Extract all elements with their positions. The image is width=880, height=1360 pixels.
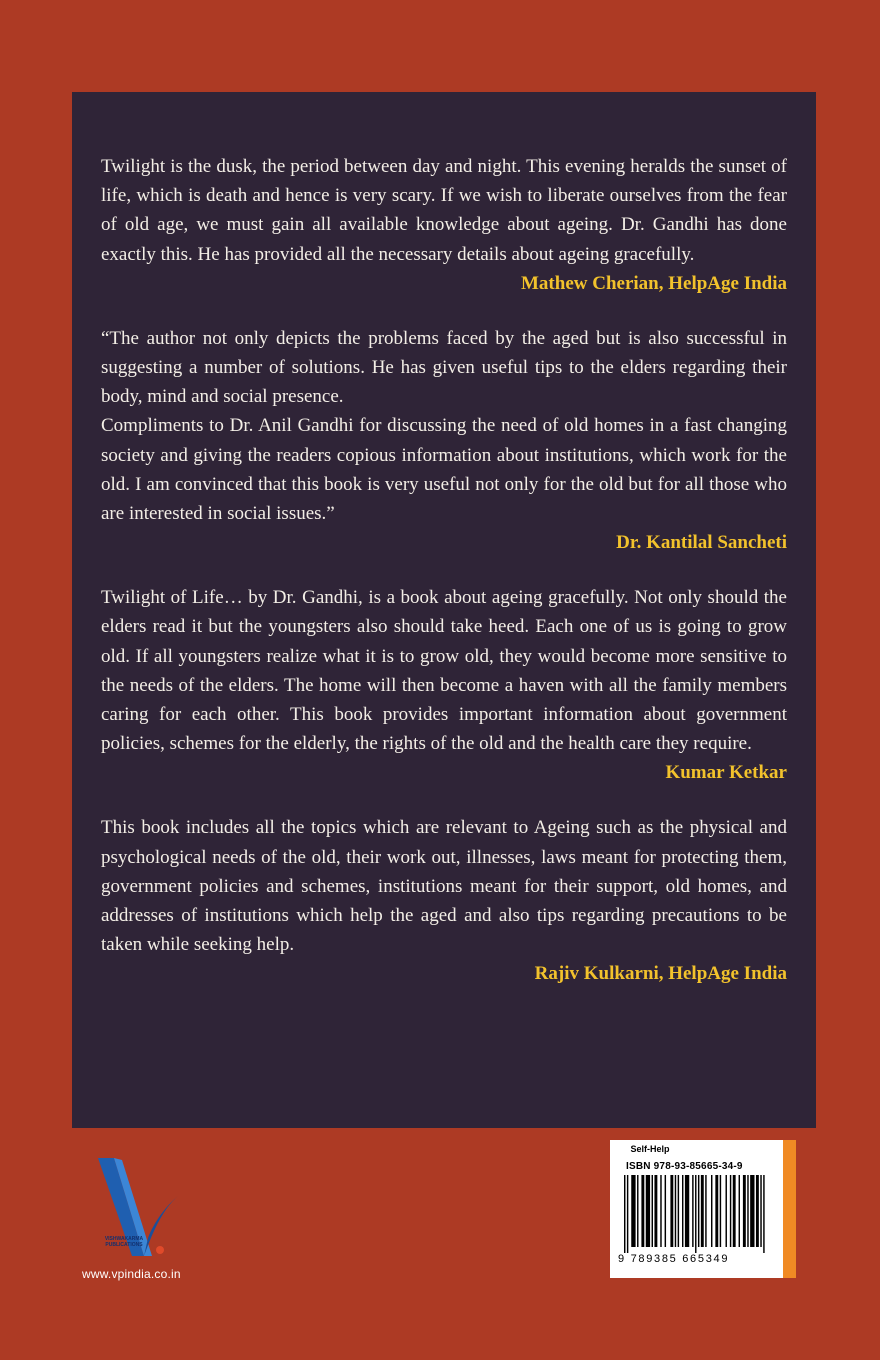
barcode-bar: [678, 1175, 679, 1247]
quote-4: [101, 813, 787, 959]
barcode-bar: [760, 1175, 761, 1247]
quote-2-text-2: Compliments to Dr. Anil Gandhi for discussing the need of old homes in a fast changing society and giving the readers copious information about institutions, which work for the old. I am convinced that this book is very useful not only for the old but for all those who are interested in social issues.”: [101, 415, 787, 525]
book-category: Self-Help: [630, 1144, 670, 1154]
quote-1-attribution: Mathew Cherian, HelpAge India: [521, 272, 787, 294]
barcode-bar: [641, 1175, 644, 1247]
barcode-digits: 9 789385 665349: [618, 1253, 730, 1265]
barcode-bar: [701, 1175, 704, 1247]
publisher-logo-icon: [92, 1158, 182, 1268]
barcode-bar: [733, 1175, 736, 1247]
barcode-bar: [660, 1175, 661, 1247]
isbn-label: ISBN 978-93-85665-34-9: [626, 1161, 743, 1172]
barcode-bar: [675, 1175, 676, 1247]
barcode-bar: [756, 1175, 759, 1247]
quote-1-text: Twilight is the dusk, the period between day and night. This evening heralds the sunset of life, which is death and hence is very scary. If we wish to liberate ourselves from the fear of old age, we must gain all available knowledge about ageing. Dr. Gandhi has done exactly this. He has provided all the necessary details about ageing gracefully.: [101, 156, 787, 265]
barcode-bar: [747, 1175, 748, 1247]
barcode-bar: [720, 1175, 721, 1247]
quote-4-attribution: Rajiv Kulkarni, HelpAge India: [534, 963, 787, 985]
quotes-content: [101, 152, 787, 988]
barcode-bar: [652, 1175, 653, 1247]
barcode-bar: [685, 1175, 689, 1247]
barcode-bar: [692, 1175, 693, 1247]
barcode-bar: [763, 1175, 764, 1253]
barcode-icon: [618, 1175, 778, 1253]
barcode-bar: [654, 1175, 657, 1247]
barcode-bar: [715, 1175, 718, 1247]
barcode-bar: [698, 1175, 699, 1247]
barcode-bar: [739, 1175, 740, 1247]
quote-3-attribution: Kumar Ketkar: [665, 762, 787, 784]
publisher-website: www.vpindia.co.in: [82, 1267, 181, 1281]
barcode-bar: [726, 1175, 727, 1247]
barcode-bar: [743, 1175, 746, 1247]
barcode-bar: [665, 1175, 666, 1247]
quote-1: [101, 152, 787, 269]
quote-4-text: This book includes all the topics which are relevant to Ageing such as the physical and psychological needs of the old, their work out, illnesses, laws meant for protecting them, government policies and schemes, institutions meant for their support, old homes, and addresses of institutions which help the aged and also tips regarding precautions to be taken while seeking help.: [101, 817, 787, 956]
barcode-bar: [670, 1175, 673, 1247]
quote-3: [101, 583, 787, 758]
quote-3-text: Twilight of Life… by Dr. Gandhi, is a book about ageing gracefully. Not only should the elders read it but the youngsters also should take heed. Each one of us is going to grow old. If all youngsters realize what it is to grow old, they would become more sensitive to the needs of the elders. The home will then become a haven with all the family members caring for each other. This book provides important information about government policies, schemes for the elderly, the rights of the old and the health care they require.: [101, 587, 787, 755]
barcode-box: [610, 1140, 796, 1278]
barcode-color-strip: [783, 1140, 796, 1278]
barcode-bar: [695, 1175, 696, 1253]
quote-2: [101, 324, 787, 528]
publisher-logo-text: VISHWAKARMA PUBLICATIONS: [104, 1236, 144, 1248]
barcode-bar: [631, 1175, 635, 1247]
barcode-bar: [711, 1175, 712, 1247]
quotes-panel: [72, 92, 816, 1128]
barcode-bar: [627, 1175, 628, 1253]
quote-2-attribution: Dr. Kantilal Sancheti: [616, 532, 787, 554]
barcode-bar: [682, 1175, 683, 1247]
barcode-bar: [705, 1175, 706, 1247]
barcode-bar: [646, 1175, 650, 1247]
quote-2-text-1: “The author not only depicts the problems faced by the aged but is also successful in suggesting a number of solutions. He has given useful tips to the elders regarding their body, mind and social presence.: [101, 327, 787, 408]
barcode-bar: [637, 1175, 638, 1247]
barcode-bar: [624, 1175, 625, 1253]
barcode-bar: [730, 1175, 731, 1247]
barcode-bar: [750, 1175, 754, 1247]
